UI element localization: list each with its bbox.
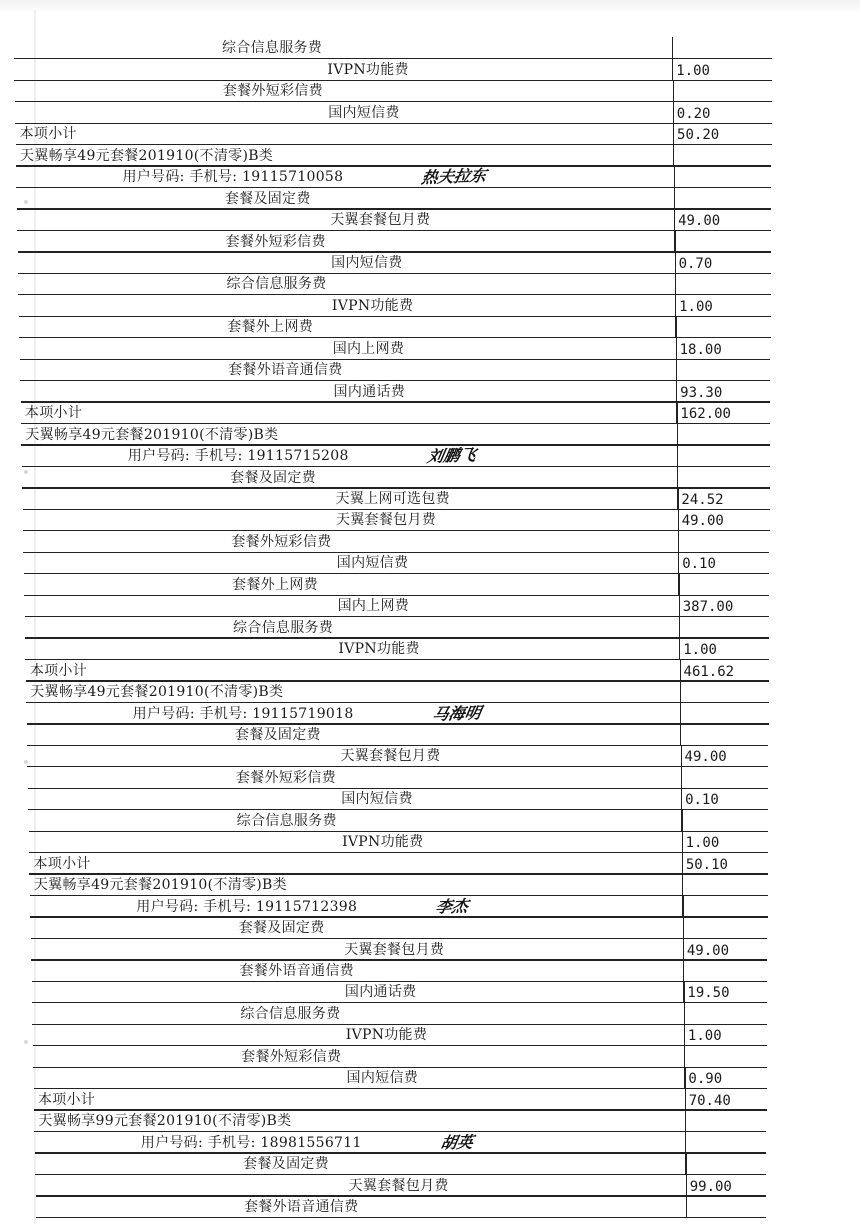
column-divider — [683, 938, 684, 960]
amount-value: 1.00 — [679, 298, 713, 315]
column-divider — [674, 230, 675, 252]
fee-item-row — [24, 553, 770, 574]
column-divider — [678, 552, 679, 574]
column-divider — [675, 294, 676, 316]
column-divider — [683, 917, 684, 939]
row-label: 本项小计 — [37, 1091, 96, 1108]
column-divider — [685, 1088, 686, 1110]
binder-hole-mark — [24, 200, 28, 204]
handwritten-signature: 热夫拉东 — [420, 166, 489, 188]
user-row — [16, 167, 771, 188]
amount-value: 99.00 — [689, 1178, 732, 1195]
column-divider — [685, 1110, 686, 1132]
column-divider — [684, 1002, 685, 1024]
fee-category-row — [20, 360, 770, 381]
row-label: 天翼上网可选包费 — [335, 490, 450, 507]
column-divider — [686, 1174, 687, 1196]
fee-category-row — [29, 810, 768, 831]
row-label: IVPN功能费 — [331, 297, 414, 314]
user-row — [30, 896, 767, 917]
column-divider — [682, 831, 683, 853]
row-label: 套餐外语音通信费 — [239, 962, 354, 979]
row-label: 本项小计 — [24, 405, 83, 422]
fee-category-row — [33, 1046, 767, 1067]
fee-category-row — [31, 918, 768, 939]
fee-category-row — [22, 467, 770, 488]
amount-value: 70.40 — [688, 1092, 731, 1109]
fee-category-row — [18, 274, 770, 295]
row-label: IVPN功能费 — [345, 1027, 428, 1044]
row-rule — [36, 1217, 766, 1218]
column-divider — [675, 316, 676, 338]
plan-row — [30, 875, 768, 896]
row-label: 套餐外短彩信费 — [241, 1048, 342, 1065]
column-divider — [676, 337, 677, 359]
row-label: 综合信息服务费 — [233, 619, 334, 636]
row-label: 天翼畅享49元套餐201910(不清零)B类 — [25, 426, 279, 443]
row-label: 国内短信费 — [331, 254, 403, 271]
column-divider — [681, 745, 682, 767]
column-divider — [676, 402, 677, 424]
row-label: 本项小计 — [29, 662, 88, 679]
column-divider — [677, 445, 678, 467]
amount-value: 50.20 — [677, 127, 720, 144]
fee-item-row — [31, 939, 767, 960]
subtotal-row — [26, 660, 769, 681]
column-divider — [684, 1045, 685, 1067]
fee-item-row — [23, 510, 770, 531]
fee-item-row — [15, 102, 771, 123]
column-divider — [678, 573, 679, 595]
column-divider — [682, 852, 683, 874]
handwritten-signature: 马海明 — [430, 702, 483, 724]
fee-category-row — [35, 1154, 766, 1175]
column-divider — [683, 960, 684, 982]
row-label: 国内上网费 — [332, 340, 405, 357]
column-divider — [675, 252, 676, 274]
user-row — [35, 1132, 767, 1153]
row-label: 国内短信费 — [328, 104, 400, 121]
binder-hole-mark — [24, 470, 28, 474]
fee-item-row — [25, 639, 768, 660]
handwritten-signature: 胡英 — [438, 1132, 475, 1153]
column-divider — [683, 981, 684, 1003]
amount-value: 49.00 — [686, 942, 730, 959]
row-label: 本项小计 — [19, 126, 77, 143]
row-label: 综合信息服务费 — [222, 40, 323, 57]
subtotal-row — [21, 403, 770, 424]
handwritten-signature: 李杰 — [434, 896, 470, 917]
amount-value: 0.10 — [685, 792, 719, 809]
fee-category-row — [17, 188, 771, 209]
fee-item-row — [21, 381, 771, 402]
column-divider — [673, 101, 674, 123]
column-divider — [674, 187, 675, 209]
column-divider — [684, 1067, 685, 1089]
row-label: 套餐及固定费 — [230, 469, 316, 486]
subtotal-row — [34, 1089, 767, 1110]
fee-item-row — [20, 338, 771, 359]
column-divider — [679, 616, 680, 638]
row-label: 综合信息服务费 — [240, 1005, 341, 1022]
row-label: IVPN功能费 — [327, 61, 409, 78]
row-label: 套餐及固定费 — [243, 1156, 329, 1173]
row-label: 套餐外短彩信费 — [225, 233, 326, 250]
amount-value: 19.50 — [687, 985, 730, 1002]
row-label: 套餐外上网费 — [227, 319, 314, 336]
row-label: 天翼畅享49元套餐201910(不清零)B类 — [30, 684, 284, 701]
column-divider — [678, 530, 679, 552]
row-label: 国内短信费 — [336, 555, 409, 572]
fee-category-row — [36, 1197, 766, 1218]
scan-top-edge — [0, 0, 860, 14]
column-divider — [672, 58, 673, 80]
row-label: IVPN功能费 — [342, 834, 424, 851]
column-divider — [682, 895, 683, 917]
column-divider — [681, 766, 682, 788]
plan-row — [34, 1111, 766, 1132]
column-divider — [679, 595, 680, 617]
column-divider — [675, 273, 676, 295]
column-divider — [679, 638, 680, 660]
row-label: 天翼套餐包月费 — [330, 212, 431, 229]
row-label: 套餐及固定费 — [238, 920, 325, 937]
fee-item-row — [32, 982, 767, 1003]
fee-category-row — [25, 617, 769, 638]
fee-category-row — [32, 961, 768, 982]
column-divider — [673, 144, 674, 166]
row-label: 套餐外短彩信费 — [235, 769, 336, 786]
row-label: 天翼畅享99元套餐201910(不清零)B类 — [38, 1113, 292, 1130]
fee-item-row — [36, 1175, 767, 1196]
column-divider — [682, 874, 683, 896]
column-divider — [685, 1153, 686, 1175]
fee-item-row — [19, 295, 771, 316]
amount-value: 1.00 — [676, 62, 710, 79]
column-divider — [673, 123, 674, 145]
amount-value: 24.52 — [681, 491, 724, 508]
fee-item-row — [14, 59, 771, 80]
row-label: 天翼套餐包月费 — [348, 1177, 449, 1194]
amount-value: 162.00 — [680, 406, 731, 423]
amount-value: 0.70 — [678, 255, 713, 272]
amount-value: 387.00 — [682, 599, 734, 616]
row-label: 套餐外短彩信费 — [231, 533, 332, 550]
fee-item-row — [28, 789, 768, 810]
amount-value: 1.00 — [683, 642, 717, 659]
handwritten-signature: 刘鹏飞 — [425, 445, 478, 466]
column-divider — [672, 37, 673, 59]
column-divider — [680, 724, 681, 746]
amount-value: 461.62 — [683, 663, 735, 680]
plan-row — [21, 424, 770, 445]
fee-category-row — [18, 231, 771, 252]
row-label: 用户号码: 手机号: 19115710058 — [122, 169, 344, 186]
fee-item-row — [18, 253, 771, 274]
column-divider — [677, 423, 678, 445]
fee-item-row — [17, 210, 771, 231]
row-label: 用户号码: 手机号: 19115719018 — [132, 705, 354, 722]
column-divider — [680, 702, 681, 724]
fee-item-row — [33, 1025, 767, 1046]
row-label: 国内通话费 — [333, 383, 406, 400]
column-divider — [676, 380, 677, 402]
subtotal-row — [29, 853, 767, 874]
row-label: 用户号码: 手机号: 19115715208 — [127, 448, 349, 465]
amount-value: 49.00 — [678, 213, 721, 230]
row-label: 套餐外短彩信费 — [222, 83, 323, 100]
fee-category-row — [24, 574, 769, 595]
column-divider — [680, 681, 681, 703]
amount-value: 0.20 — [676, 105, 711, 122]
fee-category-row — [23, 531, 769, 552]
plan-row — [16, 145, 771, 166]
binder-hole-mark — [24, 1040, 28, 1044]
row-label: 综合信息服务费 — [236, 812, 337, 829]
column-divider — [673, 80, 674, 102]
row-label: 天翼畅享49元套餐201910(不清零)B类 — [33, 877, 287, 894]
amount-value: 1.00 — [685, 835, 720, 852]
amount-value: 93.30 — [680, 384, 723, 401]
subtotal-row — [16, 124, 772, 145]
fee-category-row — [32, 1003, 767, 1024]
row-label: 用户号码: 手机号: 18981556711 — [140, 1134, 362, 1151]
row-label: 套餐外语音通信费 — [228, 362, 343, 379]
column-divider — [677, 488, 678, 510]
row-label: IVPN功能费 — [338, 641, 420, 658]
fee-item-row — [34, 1068, 767, 1089]
row-label: 套餐及固定费 — [224, 190, 311, 207]
fee-item-row — [27, 746, 768, 767]
row-label: 套餐外语音通信费 — [244, 1198, 359, 1215]
column-divider — [678, 509, 679, 531]
amount-value: 18.00 — [679, 341, 722, 358]
fee-category-row — [14, 38, 772, 59]
fee-category-row — [28, 767, 768, 788]
row-label: 天翼套餐包月费 — [344, 941, 445, 958]
column-divider — [684, 1024, 685, 1046]
user-row — [22, 446, 770, 467]
row-label: 综合信息服务费 — [226, 276, 327, 293]
plan-row — [26, 682, 768, 703]
column-divider — [674, 166, 675, 188]
row-label: 国内短信费 — [341, 791, 413, 808]
binder-hole-mark — [24, 760, 28, 764]
row-label: 天翼套餐包月费 — [335, 512, 437, 529]
row-label: 国内短信费 — [346, 1070, 419, 1087]
column-divider — [681, 788, 682, 810]
fee-category-row — [15, 81, 772, 102]
fee-category-row — [19, 317, 770, 338]
column-divider — [681, 809, 682, 831]
column-divider — [676, 359, 677, 381]
row-label: 用户号码: 手机号: 19115712398 — [136, 898, 358, 915]
amount-value: 50.10 — [685, 856, 728, 873]
fee-item-row — [25, 596, 770, 617]
row-label: 套餐外上网费 — [232, 576, 318, 593]
column-divider — [674, 209, 675, 231]
amount-value: 49.00 — [681, 513, 724, 530]
column-divider — [685, 1131, 686, 1153]
column-divider — [677, 466, 678, 488]
row-label: 国内通话费 — [344, 984, 417, 1001]
user-row — [27, 703, 769, 724]
amount-value: 0.10 — [682, 556, 716, 573]
row-label: 天翼套餐包月费 — [340, 748, 441, 765]
column-divider — [680, 659, 681, 681]
amount-value: 49.00 — [684, 749, 727, 766]
row-label: 套餐及固定费 — [235, 726, 321, 743]
fee-item-row — [23, 489, 770, 510]
amount-value: 1.00 — [687, 1028, 722, 1045]
row-label: 天翼畅享49元套餐201910(不清零)B类 — [20, 147, 274, 164]
row-label: 国内上网费 — [337, 598, 410, 615]
amount-value: 0.90 — [688, 1071, 723, 1088]
fee-item-row — [29, 832, 768, 853]
row-label: 本项小计 — [33, 855, 91, 872]
column-divider — [686, 1196, 687, 1218]
fee-category-row — [27, 725, 768, 746]
